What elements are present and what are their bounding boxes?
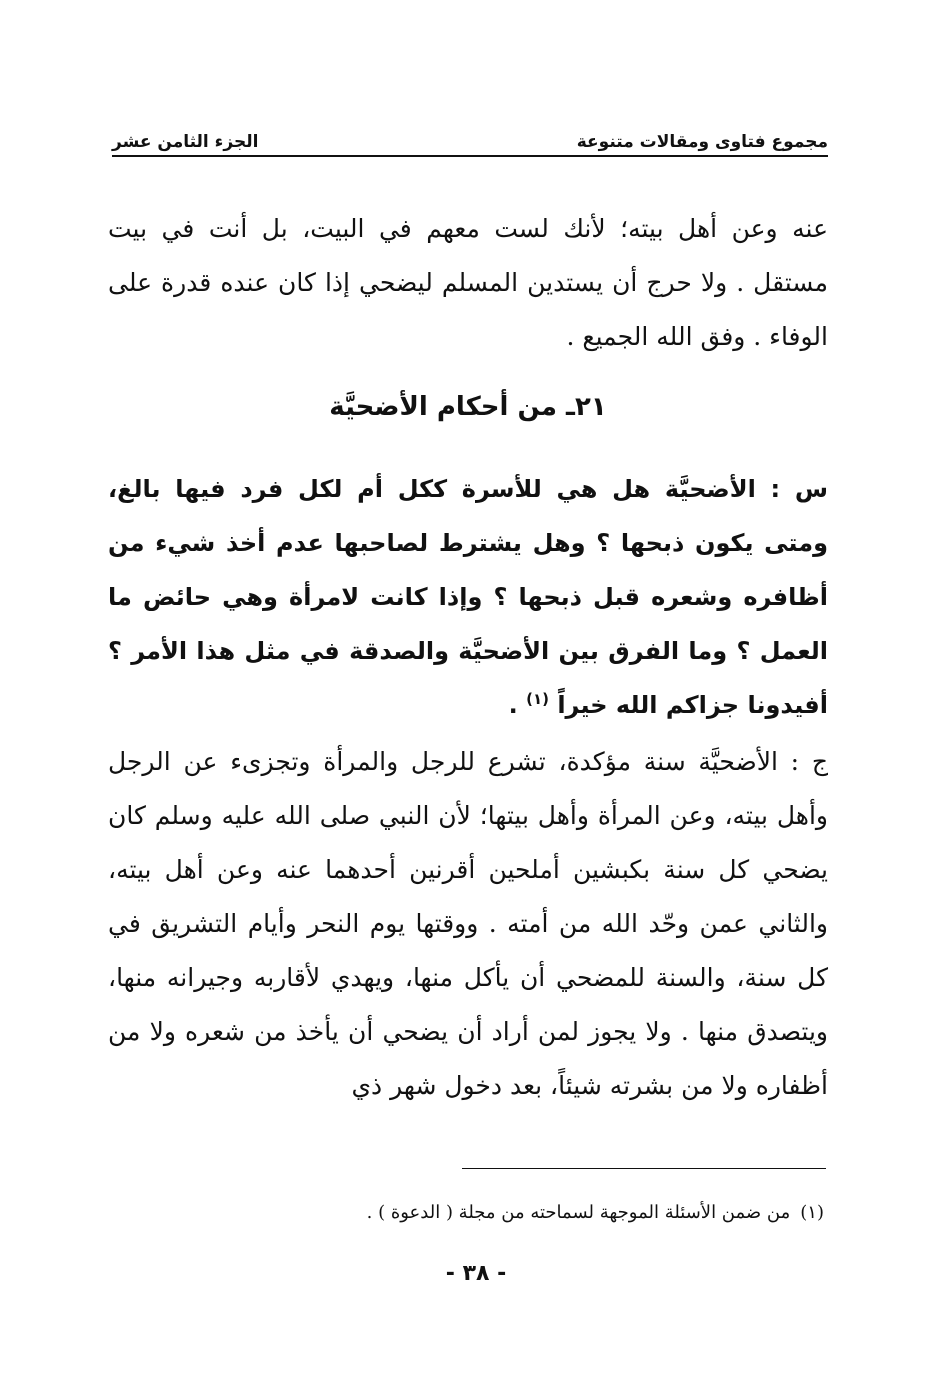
- answer-paragraph: ج : الأضحيَّة سنة مؤكدة، تشرع للرجل والمرأة وتجزىء عن الرجل وأهل بيته، وعن المرأة وأهل بيتها؛ لأن النبي صلى الله عليه وسلم كان يضحي كل سنة بكبشين أملحين أقرنين أحدهما عنه وعن أهل بيته، والثاني عمن وحّد الله من أمته . ووقتها يوم النحر وأيام التشريق في كل سنة، والسنة للمضحي أن يأكل منها، ويهدي لأقاربه وجيرانه منها، ويتصدق منها . ولا يجوز لمن أراد أن يضحي أن يأخذ من شعره ولا من أظفاره ولا من بشرته شيئاً، بعد دخول شهر ذي: [108, 747, 828, 1100]
- footnote-divider: [462, 1168, 826, 1169]
- footnote-number: (١): [800, 1202, 824, 1223]
- header-volume-title: الجزء الثامن عشر: [112, 132, 259, 152]
- running-header: [112, 118, 828, 152]
- question-paragraph: [108, 462, 828, 732]
- continued-paragraph: عنه وعن أهل بيته؛ لأنك لست معهم في البيت، بل أنت في بيت مستقل . ولا حرج أن يستدين المسلم ليضحي إذا كان عنده قدرة على الوفاء . وفق الله الجميع .: [108, 214, 828, 351]
- section-heading: ٢١ـ من أحكام الأضحيَّة: [329, 392, 607, 422]
- page-number: - ٣٨ -: [445, 1261, 507, 1286]
- footnote-text: من ضمن الأسئلة الموجهة لسماحته من مجلة ( الدعوة ) .: [366, 1202, 791, 1223]
- question-end: .: [508, 691, 527, 719]
- footnote: [108, 1198, 824, 1228]
- header-collection-title: مجموع فتاوى ومقالات متنوعة: [576, 132, 828, 152]
- footnote-reference[interactable]: (١): [526, 690, 549, 708]
- header-divider: [112, 155, 828, 157]
- question-text: س : الأضحيَّة هل هي للأسرة ككل أم لكل فرد فيها بالغ، ومتى يكون ذبحها ؟ وهل يشترط لصاحبها عدم أخذ شيء من أظافره وشعره قبل ذبحها ؟ وإذا كانت لامرأة وهي حائض ما العمل ؟ وما الفرق بين الأضحيَّة والصدقة في مثل هذا الأمر ؟ أفيدونا جزاكم الله خيراً: [108, 475, 828, 719]
